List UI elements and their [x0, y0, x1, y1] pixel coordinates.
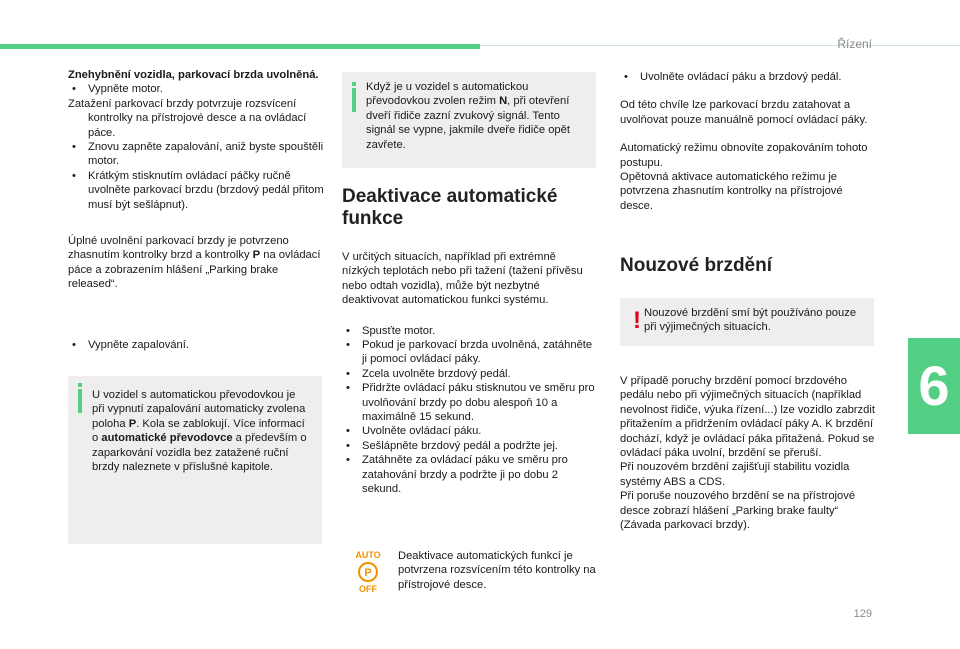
list-item: • Zatáhněte za ovládací páku ve směru pro zatahování brzdy a podržte ji po dobu 2 sekund. [342, 453, 596, 496]
info-bold: P [128, 417, 137, 430]
list-item-text: Zatažení parkovací brzdy potvrzuje rozsvícení kontrolky na přístrojové desce a na ovládací páce. [68, 97, 307, 139]
info-bold: N [499, 95, 508, 108]
auto-off-note: Deaktivace automatických funkcí je potvrzena rozsvícením této kontrolky na přístrojové desce. [398, 550, 596, 591]
list-item: • Pokud je parkovací brzda uvolněná, zatáhněte ji pomocí ovládací páky. [342, 338, 596, 367]
manual-paragraph: Od této chvíle lze parkovací brzdu zatahovat a uvolňovat pouze manuálně pomocí ovládací páky. [620, 99, 868, 126]
info-box-neutral [342, 72, 596, 168]
release-text: Úplné uvolnění parkovací brzdy je potvrzeno zhasnutím kontrolky brzd a kontrolky [68, 235, 289, 262]
deactivation-steps [342, 324, 596, 497]
info-text: U vozidel s automatickou převodovkou je při vypnutí zapalování automaticky zvolena poloha [92, 389, 306, 430]
deactivation-intro: V určitých situacích, například při extrémně nízkých teplotách nebo při tažení (tažení přívěsu nebo odtah vozidla), může být nezbytné deaktivovat automatickou funkci systému. [342, 251, 583, 307]
emergency-heading: Nouzové brzdění [620, 255, 773, 277]
info-text: . Kola se zablokují. Více informací o [92, 417, 305, 445]
chapter-tab: 6 [908, 338, 960, 434]
emergency-paragraph: V případě poruchy brzdění pomocí brzdového pedálu nebo při výjimečných situacích (například nevolnost řidiče, výuka řízení...) lze vozidlo zabrzdit přitažením a přidržením ovládací páky A. K brzdění dochází, když je ovládací páka přitažená. Pokud se ovládací páka uvolní, brzdění se přeruší. [620, 375, 875, 460]
release-bold: P [252, 249, 261, 262]
info-text: , při otevření dveří řidiče zazní zvukový signál. Tento signál se vypne, jakmile dveře řidiče opět zavřete. [366, 95, 570, 151]
info-box-auto-gearbox [68, 376, 322, 544]
restore-confirm-paragraph: Opětovná aktivace automatického režimu je potvrzena zhasnutím kontrolky na přístrojové desce. [620, 171, 843, 212]
immobilise-title: Znehybnění vozidla, parkovací brzda uvolněná. [68, 69, 319, 81]
column-3 [620, 70, 878, 277]
section-title: Řízení [837, 37, 872, 51]
list-item [68, 97, 326, 140]
list-item: • Uvolněte ovládací páku a brzdový pedál. [620, 70, 878, 84]
info-text: Když je u vozidel s automatickou převodovkou zvolen režim [366, 81, 529, 108]
list-item: • Spusťte motor. [342, 324, 596, 338]
warning-text: Nouzové brzdění smí být používáno pouze při výjimečných situacích. [644, 307, 857, 334]
auto-p-off-icon [350, 550, 386, 594]
info-icon [352, 88, 356, 112]
info-bold: automatické převodovce [101, 432, 233, 445]
list-item: • Uvolněte ovládací páku. [342, 424, 596, 438]
restore-paragraph: Automatický režimu obnovíte zopakováním tohoto postupu. [620, 142, 868, 169]
info-text: a především o zaparkování vozidla bez zatažené ruční brzdy naleznete v příslušné kapitole. [92, 432, 307, 474]
page-number: 129 [853, 608, 872, 620]
header-accent-bar [0, 44, 480, 49]
emergency-paragraph: Při nouzovém brzdění zajišťují stabilitu vozidla systémy ABS a CDS. [620, 461, 850, 488]
list-item: • Vypněte motor. [68, 82, 326, 96]
release-text-end: na ovládací páce a zobrazením hlášení „Parking brake released“. [68, 249, 321, 291]
warning-icon: ! [633, 307, 641, 334]
deactivation-heading: Deaktivace automatické funkce [342, 186, 558, 229]
list-item: • Zcela uvolněte brzdový pedál. [342, 367, 596, 381]
column-1 [68, 68, 326, 352]
emergency-paragraph: Při poruše nouzového brzdění se na přístrojové desce zobrazí hlášení „Parking brake faulty“ (Závada parkovací brzdy). [620, 490, 856, 532]
column-2 [342, 186, 596, 497]
icon-label-top: AUTO [355, 550, 381, 560]
warning-box [620, 298, 874, 346]
header-rule [480, 45, 960, 46]
info-icon [78, 389, 82, 413]
icon-label-mid: P [364, 567, 372, 579]
ignition-off-item: • Vypněte zapalování. [68, 338, 326, 352]
list-item: • Přidržte ovládací páku stisknutou ve směru pro uvolňování brzdy po dobu alespoň 10 a maximálně 15 sekund. [342, 381, 596, 424]
list-item: • Krátkým stisknutím ovládací páčky ručně uvolněte parkovací brzdu (brzdový pedál přitom musí být sešlápnut). [68, 169, 326, 212]
list-item: • Sešlápněte brzdový pedál a podržte jej. [342, 439, 596, 453]
list-item: • Znovu zapněte zapalování, aniž byste spouštěli motor. [68, 140, 326, 169]
icon-label-bottom: OFF [359, 584, 377, 594]
emergency-text [620, 374, 878, 532]
release-paragraph [68, 234, 326, 292]
